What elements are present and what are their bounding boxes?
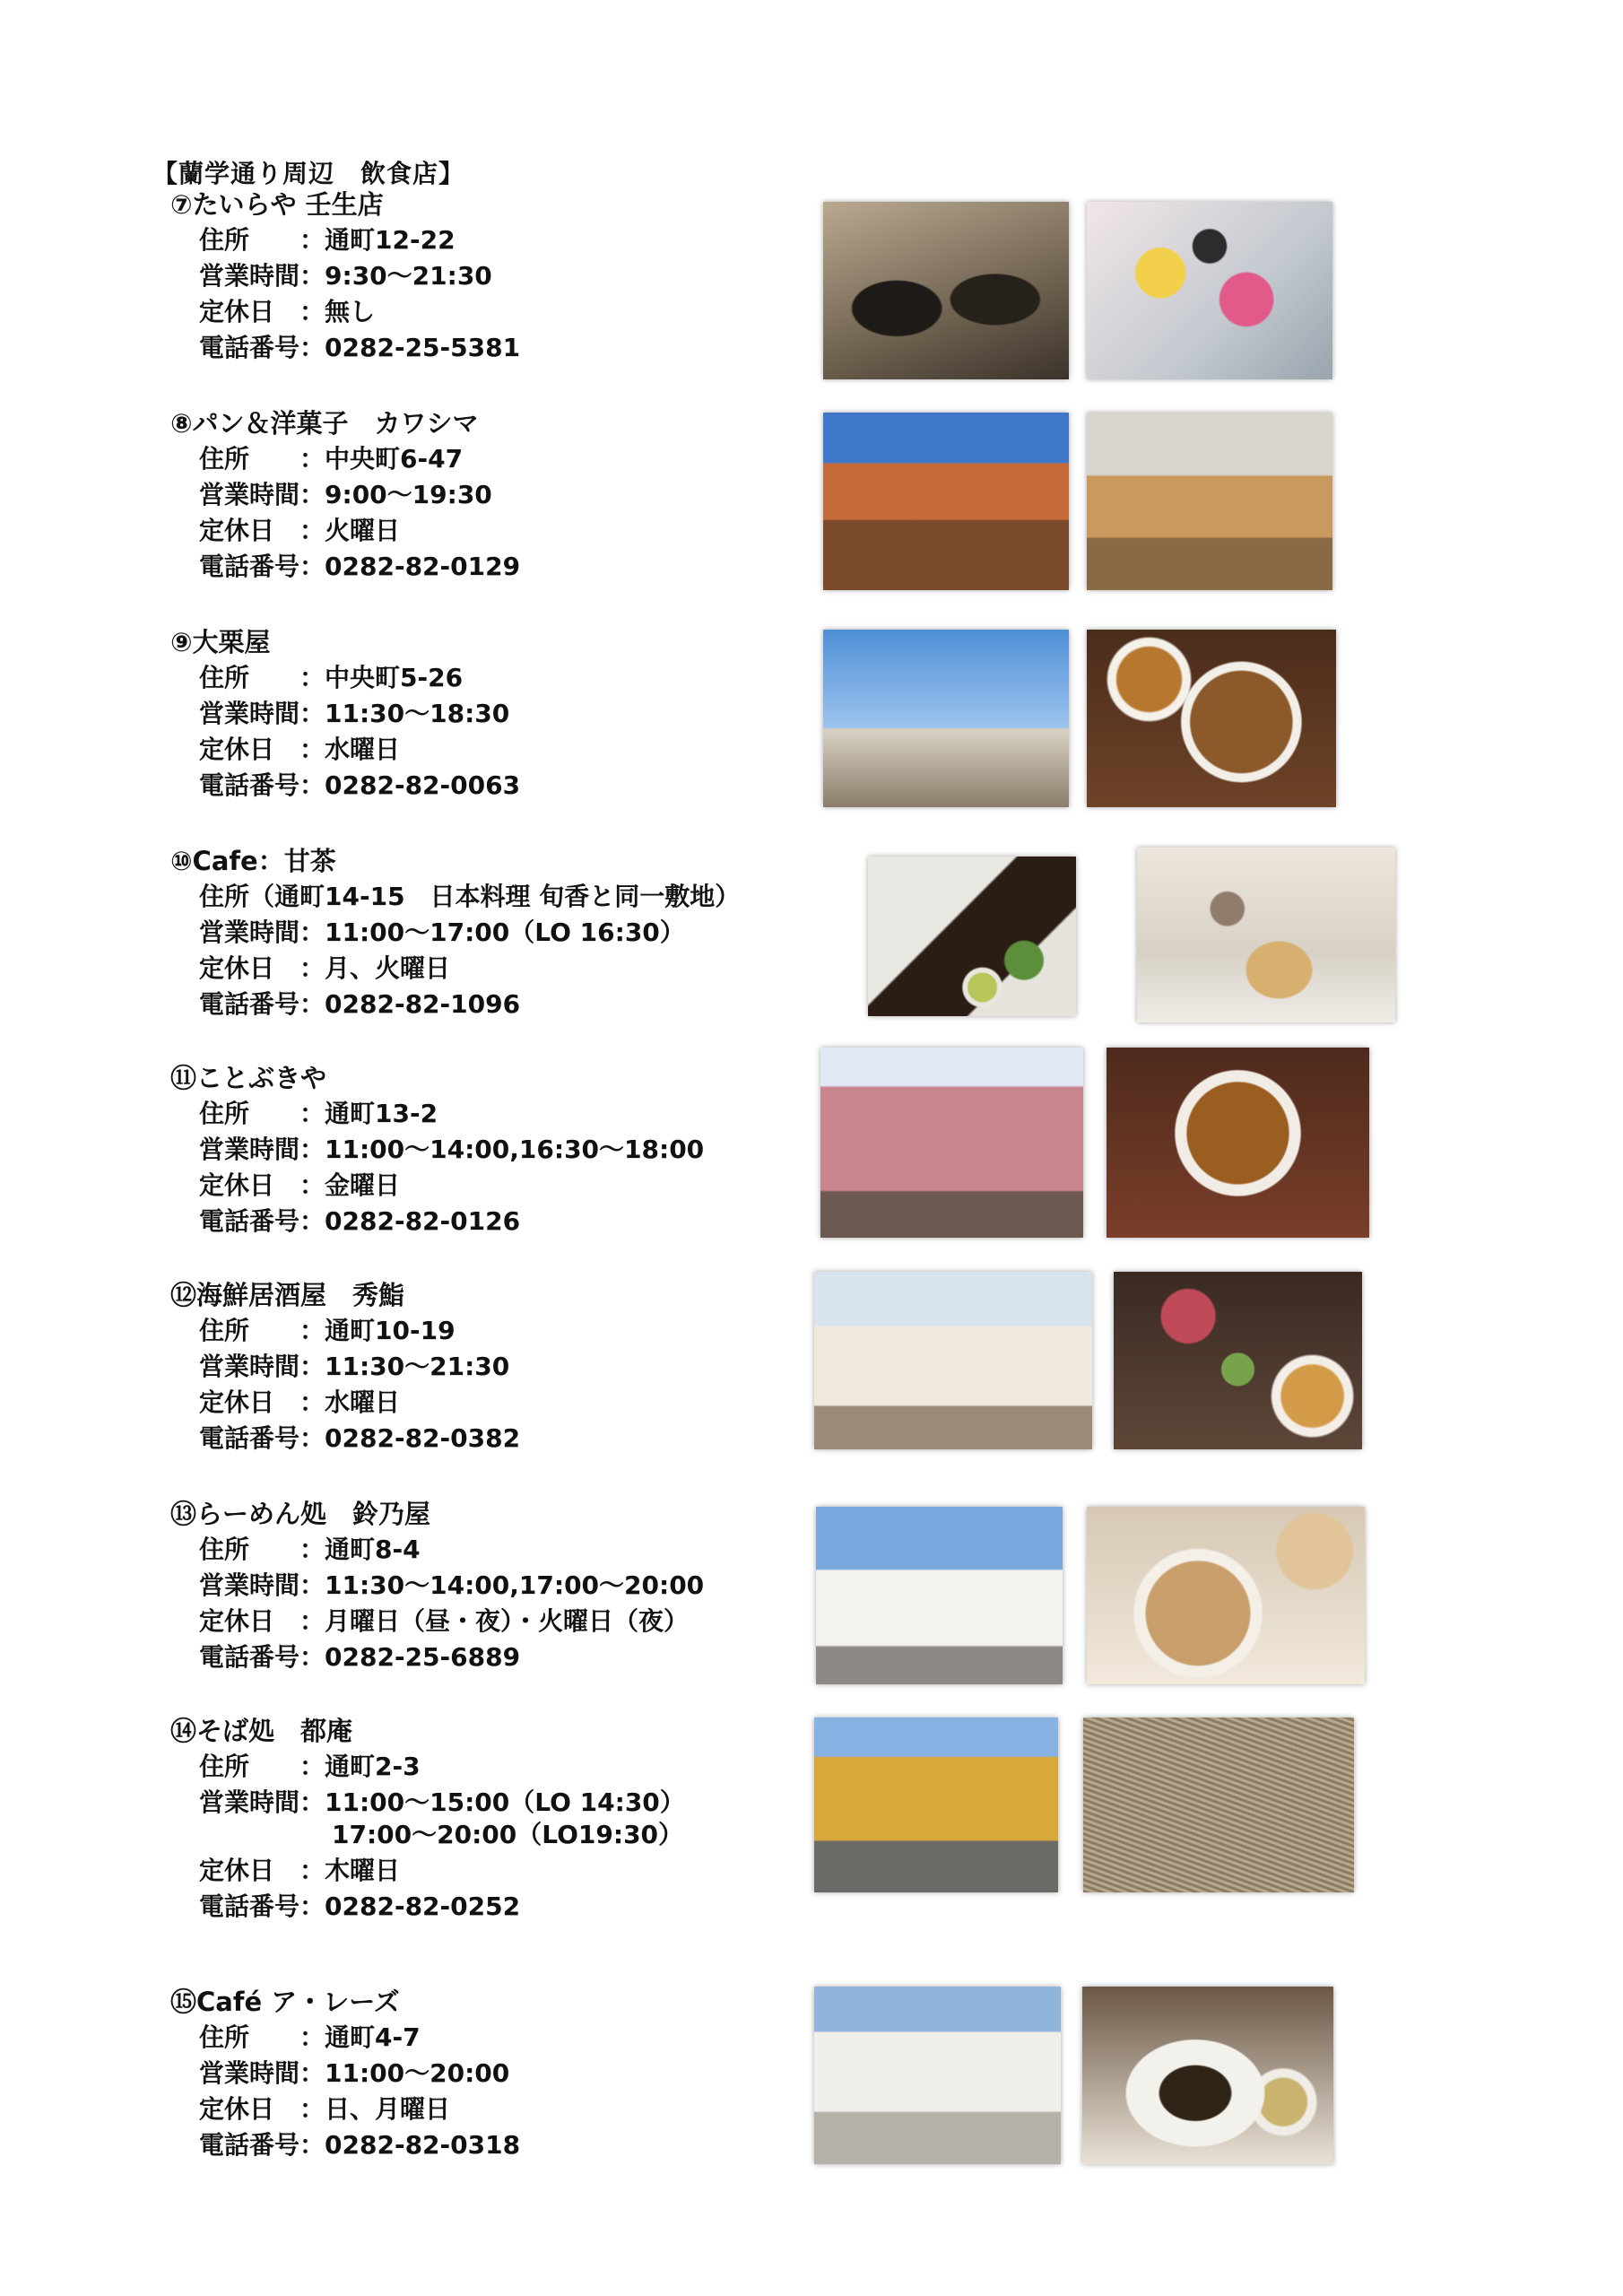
closed-row: 定休日 ：月曜日（昼・夜）・火曜日（夜） [199, 1606, 690, 1636]
phone-row: 電話番号：0282-82-0129 [199, 552, 521, 581]
shop-entry-7 [170, 187, 520, 366]
packed-sweets-photo [1087, 202, 1332, 379]
closed-row: 定休日 ：水曜日 [199, 735, 401, 764]
sushi-set-photo [1114, 1272, 1362, 1449]
phone-row: 電話番号：0282-82-1096 [199, 989, 521, 1019]
shop-name: ⑦たいらや 壬生店 [170, 189, 384, 220]
hours-row: 営業時間：11:30～18:30 [199, 699, 510, 728]
shop-entry-10 [170, 843, 740, 1022]
hours-row: 営業時間：9:00～19:30 [199, 480, 492, 509]
hours-row: 営業時間：11:00～14:00,16:30～18:00 [199, 1135, 705, 1164]
closed-row: 定休日 ：月、火曜日 [199, 953, 451, 983]
noodle-set-photo [1087, 630, 1336, 807]
phone-row: 電話番号：0282-82-0063 [199, 770, 521, 800]
page-title: 【蘭学通り周辺 飲食店】 [152, 159, 465, 188]
bakery-showcase-photo [1087, 413, 1332, 590]
phone-row: 電話番号：0282-25-6889 [199, 1642, 521, 1672]
hours-row: 営業時間：11:00～15:00（LO 14:30） [199, 1787, 685, 1817]
closed-row: 定休日 ：木曜日 [199, 1856, 401, 1885]
address-row: 住所 ：通町4-7 [199, 2022, 421, 2052]
phone-row: 電話番号：0282-82-0126 [199, 1206, 521, 1236]
shop-exterior-photo [814, 1272, 1092, 1449]
hours-row: 営業時間：11:30～21:30 [199, 1352, 510, 1381]
address-row: 住所 ：通町12-22 [199, 225, 456, 255]
cafe-exterior-photo [814, 1987, 1061, 2164]
shop-entry-8 [170, 405, 520, 585]
shop-name: ⑭そば処 都庵 [170, 1716, 353, 1746]
closed-row: 定休日 ：水曜日 [199, 1387, 401, 1417]
closed-row: 定休日 ：火曜日 [199, 516, 401, 545]
bakery-exterior-photo [823, 413, 1069, 590]
ramen-photo [1107, 1048, 1369, 1238]
phone-row: 電話番号：0282-82-0252 [199, 1892, 521, 1921]
curry-plate-photo [1082, 1987, 1333, 2164]
hours-row: 営業時間：11:30～14:00,17:00～20:00 [199, 1570, 705, 1600]
ramen-shop-exterior-photo [816, 1507, 1063, 1684]
address-row: 住所 ：通町13-2 [199, 1099, 438, 1128]
address-row: 住所 ：通町2-3 [199, 1752, 421, 1781]
shop-name: ⑧パン＆洋菓子 カワシマ [170, 408, 479, 439]
soba-tempura-photo [1083, 1718, 1354, 1892]
address-row: 住所 ：通町8-4 [199, 1535, 421, 1564]
phone-row: 電話番号：0282-82-0318 [199, 2130, 521, 2160]
shop-exterior-photo [823, 630, 1069, 807]
shop-exterior-photo [820, 1048, 1083, 1238]
hours-row: 営業時間：9:30～21:30 [199, 261, 492, 291]
address-row: 住所（通町14-15 日本料理 旬香と同一敷地） [199, 882, 741, 911]
shop-entry-14 [170, 1713, 685, 1925]
shop-entry-13 [170, 1496, 704, 1675]
shop-name: ⑮Café ア・レーズ [170, 1987, 400, 2017]
taiyaki-photo [823, 202, 1069, 379]
shop-entry-9 [170, 624, 520, 804]
shop-name: ⑩Cafe：甘茶 [170, 846, 336, 876]
phone-row: 電話番号：0282-25-5381 [199, 333, 521, 362]
address-row: 住所 ：通町10-19 [199, 1316, 456, 1345]
closed-row: 定休日 ：無し [199, 297, 376, 326]
shop-entry-11 [170, 1060, 704, 1239]
shop-name: ⑬らーめん処 鈴乃屋 [170, 1499, 431, 1529]
bento-photo [868, 857, 1076, 1016]
address-row: 住所 ：中央町6-47 [199, 444, 464, 474]
soba-shop-exterior-photo [814, 1718, 1058, 1892]
shop-name: ⑪ことぶきや [170, 1063, 327, 1093]
shop-entry-15 [170, 1984, 520, 2163]
hours-row: 営業時間：11:00～17:00（LO 16:30） [199, 918, 685, 947]
shop-entry-12 [170, 1277, 520, 1457]
closed-row: 定休日 ：日、月曜日 [199, 2094, 451, 2124]
hours-row-second: 17:00～20:00（LO19:30） [332, 1820, 684, 1849]
hours-row: 営業時間：11:00～20:00 [199, 2058, 510, 2088]
ramen-bowl-photo [1087, 1507, 1365, 1684]
shop-name: ⑨大栗屋 [170, 627, 271, 657]
sandwich-photo [1137, 848, 1395, 1022]
phone-row: 電話番号：0282-82-0382 [199, 1423, 521, 1453]
address-row: 住所 ：中央町5-26 [199, 663, 464, 692]
shop-name: ⑫海鮮居酒屋 秀鮨 [170, 1280, 405, 1310]
closed-row: 定休日 ：金曜日 [199, 1170, 401, 1200]
